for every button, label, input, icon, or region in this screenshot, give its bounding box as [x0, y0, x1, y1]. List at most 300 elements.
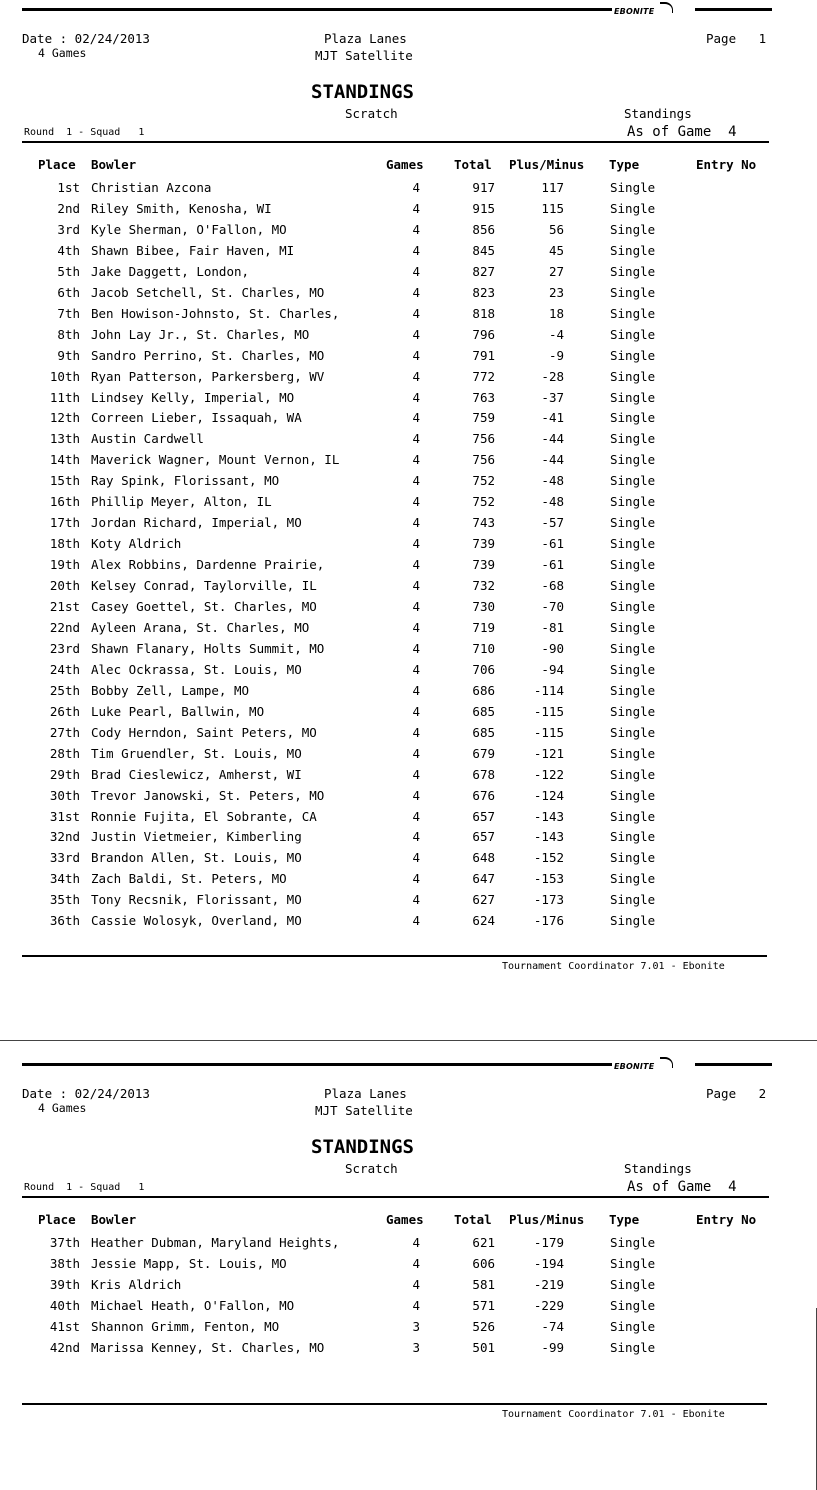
- place-cell: 31st: [49, 808, 80, 824]
- footer-divider: [22, 1403, 767, 1405]
- type-cell: Single: [610, 284, 656, 300]
- total-cell: 823: [472, 284, 495, 300]
- total-cell: 856: [472, 221, 495, 237]
- ebonite-logo: EBONITE: [614, 7, 655, 16]
- bowler-cell: Kyle Sherman, O'Fallon, MO: [91, 222, 287, 237]
- place-cell: 17th: [49, 515, 80, 531]
- plus-minus-cell: -48: [541, 494, 564, 510]
- place-cell: 39th: [49, 1276, 80, 1292]
- total-cell: 581: [472, 1276, 495, 1292]
- games-cell: 4: [412, 745, 420, 761]
- col-games: Games: [386, 1212, 424, 1227]
- total-cell: 647: [472, 871, 495, 887]
- total-cell: 743: [472, 515, 495, 531]
- games-cell: 4: [412, 829, 420, 845]
- games-cell: 3: [412, 1339, 420, 1355]
- games-cell: 4: [412, 1255, 420, 1271]
- games-cell: 4: [412, 557, 420, 573]
- plus-minus-cell: -70: [541, 599, 564, 614]
- table-row: [0, 600, 817, 621]
- plus-minus-cell: -122: [533, 766, 564, 782]
- place-cell: 14th: [49, 452, 80, 468]
- plus-minus-cell: -176: [533, 913, 564, 929]
- games-cell: 4: [412, 242, 420, 258]
- bowler-cell: Heather Dubman, Maryland Heights,: [91, 1236, 340, 1250]
- bowler-cell: Ronnie Fujita, El Sobrante, CA: [91, 809, 317, 824]
- report-date: Date : 02/24/2013: [22, 1086, 150, 1101]
- plus-minus-cell: -179: [533, 1235, 564, 1250]
- plus-minus-cell: -94: [541, 661, 564, 677]
- center-name: Plaza Lanes: [324, 31, 407, 46]
- plus-minus-cell: -115: [533, 703, 564, 719]
- type-cell: Single: [610, 808, 656, 824]
- bowler-cell: Shannon Grimm, Fenton, MO: [91, 1319, 280, 1334]
- table-row: [0, 244, 817, 265]
- games-cell: 4: [412, 850, 420, 866]
- header-divider: [22, 1196, 769, 1198]
- place-cell: 2nd: [57, 200, 80, 216]
- plus-minus-cell: -37: [541, 389, 564, 405]
- place-cell: 35th: [49, 892, 80, 908]
- games-cell: 4: [412, 536, 420, 552]
- table-row: [0, 558, 817, 579]
- plus-minus-cell: 115: [541, 200, 564, 216]
- place-cell: 25th: [49, 682, 80, 698]
- total-cell: 627: [472, 892, 495, 908]
- games-cell: 4: [412, 494, 420, 510]
- plus-minus-cell: -61: [541, 536, 564, 552]
- table-row: [0, 223, 817, 244]
- col-entry-no: Entry No: [696, 1212, 757, 1227]
- place-cell: 18th: [49, 536, 80, 552]
- plus-minus-cell: -41: [541, 410, 564, 426]
- plus-minus-cell: -74: [541, 1318, 564, 1334]
- type-cell: Single: [610, 557, 656, 573]
- place-cell: 37th: [49, 1235, 80, 1250]
- total-cell: 818: [472, 305, 495, 321]
- round-squad: Round 1 - Squad 1: [24, 1182, 145, 1193]
- games-cell: 4: [412, 724, 420, 740]
- place-cell: 23rd: [49, 640, 80, 656]
- total-cell: 606: [472, 1255, 495, 1271]
- total-cell: 624: [472, 913, 495, 929]
- games-cell: 4: [412, 871, 420, 887]
- place-cell: 7th: [57, 305, 80, 321]
- bowler-cell: Jessie Mapp, St. Louis, MO: [91, 1256, 287, 1271]
- place-cell: 4th: [57, 242, 80, 258]
- type-cell: Single: [610, 431, 656, 447]
- type-cell: Single: [610, 221, 656, 237]
- bowler-cell: Christian Azcona: [91, 181, 212, 195]
- games-cell: 4: [412, 389, 420, 405]
- table-row: [0, 642, 817, 663]
- games-cell: 4: [412, 1276, 420, 1292]
- games-cell: 4: [412, 305, 420, 321]
- type-cell: Single: [610, 494, 656, 510]
- place-cell: 28th: [49, 745, 80, 761]
- bowler-cell: Cody Herndon, Saint Peters, MO: [91, 725, 317, 740]
- type-cell: Single: [610, 368, 656, 384]
- type-cell: Single: [610, 724, 656, 740]
- type-cell: Single: [610, 829, 656, 845]
- type-cell: Single: [610, 389, 656, 405]
- place-cell: 21st: [49, 599, 80, 614]
- games-cell: 4: [412, 180, 420, 195]
- total-cell: 621: [472, 1235, 495, 1250]
- bowler-cell: Justin Vietmeier, Kimberling: [91, 830, 302, 845]
- bowler-cell: Ayleen Arana, St. Charles, MO: [91, 620, 310, 635]
- type-cell: Single: [610, 1255, 656, 1271]
- bowler-cell: Sandro Perrino, St. Charles, MO: [91, 348, 325, 363]
- type-cell: Single: [610, 180, 656, 195]
- games-cell: 4: [412, 263, 420, 279]
- bowler-cell: Jacob Setchell, St. Charles, MO: [91, 285, 325, 300]
- games-cell: 4: [412, 661, 420, 677]
- total-cell: 739: [472, 557, 495, 573]
- type-cell: Single: [610, 871, 656, 887]
- type-cell: Single: [610, 410, 656, 426]
- table-row: [0, 1320, 817, 1341]
- place-cell: 15th: [49, 473, 80, 489]
- table-row: [0, 726, 817, 747]
- type-cell: Single: [610, 326, 656, 342]
- col-type: Type: [609, 1212, 640, 1227]
- plus-minus-cell: -57: [541, 515, 564, 531]
- total-cell: 732: [472, 578, 495, 594]
- place-cell: 6th: [57, 284, 80, 300]
- games-cell: 4: [412, 808, 420, 824]
- table-row: [0, 411, 817, 432]
- place-cell: 40th: [49, 1297, 80, 1313]
- bowler-cell: Trevor Janowski, St. Peters, MO: [91, 788, 325, 803]
- table-row: [0, 349, 817, 370]
- col-bowler: Bowler: [91, 157, 137, 172]
- place-cell: 29th: [49, 766, 80, 782]
- col-bowler: Bowler: [91, 1212, 137, 1227]
- table-row: [0, 516, 817, 537]
- table-row: [0, 181, 817, 202]
- type-cell: Single: [610, 892, 656, 908]
- games-cell: 3: [412, 1318, 420, 1334]
- games-cell: 4: [412, 221, 420, 237]
- bowler-cell: Ryan Patterson, Parkersberg, WV: [91, 369, 325, 384]
- plus-minus-cell: -194: [533, 1255, 564, 1271]
- total-cell: 526: [472, 1318, 495, 1334]
- col-total: Total: [454, 157, 492, 172]
- plus-minus-cell: -153: [533, 871, 564, 887]
- games-cell: 4: [412, 410, 420, 426]
- total-cell: 796: [472, 326, 495, 342]
- report-title: STANDINGS: [311, 1136, 414, 1158]
- games-cell: 4: [412, 682, 420, 698]
- page-number: Page 1: [706, 31, 767, 46]
- table-row: [0, 914, 817, 935]
- games-cell: 4: [412, 766, 420, 782]
- table-row: [0, 789, 817, 810]
- type-cell: Single: [610, 766, 656, 782]
- footer-credit: Tournament Coordinator 7.01 - Ebonite: [502, 1409, 725, 1420]
- footer-divider: [22, 955, 767, 957]
- total-cell: 915: [472, 200, 495, 216]
- table-row: [0, 851, 817, 872]
- type-cell: Single: [610, 1276, 656, 1292]
- logo-swoosh-icon: [660, 1057, 673, 1068]
- bowler-cell: Alec Ockrassa, St. Louis, MO: [91, 662, 302, 677]
- bowler-cell: Ray Spink, Florissant, MO: [91, 474, 280, 489]
- plus-minus-cell: -48: [541, 473, 564, 489]
- games-count: 4 Games: [38, 1101, 87, 1115]
- bowler-cell: Cassie Wolosyk, Overland, MO: [91, 914, 302, 929]
- plus-minus-cell: 27: [548, 263, 564, 279]
- type-cell: Single: [610, 1339, 656, 1355]
- table-row: [0, 684, 817, 705]
- bowler-cell: Zach Baldi, St. Peters, MO: [91, 872, 287, 887]
- games-count: 4 Games: [38, 46, 87, 60]
- place-cell: 8th: [57, 326, 80, 342]
- table-row: [0, 621, 817, 642]
- place-cell: 19th: [49, 557, 80, 573]
- games-cell: 4: [412, 284, 420, 300]
- games-cell: 4: [412, 892, 420, 908]
- place-cell: 32nd: [49, 829, 80, 845]
- plus-minus-cell: -219: [533, 1276, 564, 1292]
- plus-minus-cell: 23: [548, 284, 564, 300]
- table-row: [0, 1299, 817, 1320]
- total-cell: 827: [472, 263, 495, 279]
- type-cell: Single: [610, 473, 656, 489]
- table-row: [0, 474, 817, 495]
- total-cell: 719: [472, 619, 495, 635]
- col-type: Type: [609, 157, 640, 172]
- plus-minus-cell: -9: [548, 347, 564, 363]
- plus-minus-cell: 56: [548, 221, 564, 237]
- bowler-cell: Bobby Zell, Lampe, MO: [91, 683, 250, 698]
- round-squad: Round 1 - Squad 1: [24, 127, 145, 138]
- plus-minus-cell: -143: [533, 829, 564, 845]
- total-cell: 763: [472, 389, 495, 405]
- bowler-cell: Casey Goettel, St. Charles, MO: [91, 600, 317, 614]
- total-cell: 706: [472, 661, 495, 677]
- place-cell: 5th: [57, 263, 80, 279]
- col-place: Place: [38, 1212, 76, 1227]
- plus-minus-cell: -90: [541, 640, 564, 656]
- ebonite-logo: EBONITE: [614, 1062, 655, 1071]
- column-header-row: [0, 158, 817, 179]
- place-cell: 24th: [49, 661, 80, 677]
- total-cell: 678: [472, 766, 495, 782]
- type-cell: Single: [610, 263, 656, 279]
- plus-minus-cell: -61: [541, 557, 564, 573]
- page-separator: [0, 1040, 817, 1041]
- bowler-cell: Koty Aldrich: [91, 537, 182, 552]
- type-cell: Single: [610, 1318, 656, 1334]
- type-cell: Single: [610, 619, 656, 635]
- plus-minus-cell: -81: [541, 619, 564, 635]
- place-cell: 30th: [49, 787, 80, 803]
- bowler-cell: Riley Smith, Kenosha, WI: [91, 201, 272, 216]
- total-cell: 648: [472, 850, 495, 866]
- type-cell: Single: [610, 1297, 656, 1313]
- type-cell: Single: [610, 578, 656, 594]
- type-cell: Single: [610, 305, 656, 321]
- bowler-cell: John Lay Jr., St. Charles, MO: [91, 327, 310, 342]
- total-cell: 679: [472, 745, 495, 761]
- total-cell: 752: [472, 494, 495, 510]
- bowler-cell: Jordan Richard, Imperial, MO: [91, 516, 302, 531]
- total-cell: 686: [472, 682, 495, 698]
- col-entry-no: Entry No: [696, 157, 757, 172]
- type-cell: Single: [610, 913, 656, 929]
- plus-minus-cell: -44: [541, 431, 564, 447]
- bowler-cell: Lindsey Kelly, Imperial, MO: [91, 390, 295, 405]
- table-row: [0, 391, 817, 412]
- type-cell: Single: [610, 850, 656, 866]
- games-cell: 4: [412, 347, 420, 363]
- total-cell: 752: [472, 473, 495, 489]
- type-cell: Single: [610, 661, 656, 677]
- bowler-cell: Tim Gruendler, St. Louis, MO: [91, 746, 302, 761]
- place-cell: 10th: [49, 368, 80, 384]
- plus-minus-cell: -68: [541, 578, 564, 594]
- table-row: [0, 663, 817, 684]
- col-games: Games: [386, 157, 424, 172]
- bowler-cell: Kelsey Conrad, Taylorville, IL: [91, 579, 317, 594]
- type-cell: Single: [610, 452, 656, 468]
- plus-minus-cell: -115: [533, 724, 564, 740]
- standings-label: Standings: [624, 1161, 692, 1176]
- plus-minus-cell: -124: [533, 787, 564, 803]
- place-cell: 20th: [49, 578, 80, 594]
- games-cell: 4: [412, 913, 420, 929]
- total-cell: 772: [472, 368, 495, 384]
- place-cell: 22nd: [49, 619, 80, 635]
- column-header-row: [0, 1213, 817, 1234]
- report-page-2: [0, 1055, 817, 1490]
- col-plus-minus: Plus/Minus: [509, 1212, 585, 1227]
- place-cell: 26th: [49, 703, 80, 719]
- place-cell: 1st: [57, 180, 80, 195]
- footer-credit: Tournament Coordinator 7.01 - Ebonite: [502, 961, 725, 972]
- total-cell: 759: [472, 410, 495, 426]
- table-row: [0, 537, 817, 558]
- bowler-cell: Alex Robbins, Dardenne Prairie,: [91, 558, 325, 573]
- as-of-game: As of Game 4: [627, 124, 737, 140]
- place-cell: 41st: [49, 1318, 80, 1334]
- type-cell: Single: [610, 703, 656, 719]
- place-cell: 38th: [49, 1255, 80, 1271]
- table-row: [0, 579, 817, 600]
- place-cell: 9th: [57, 347, 80, 363]
- report-title: STANDINGS: [311, 81, 414, 103]
- place-cell: 3rd: [57, 221, 80, 237]
- center-name: Plaza Lanes: [324, 1086, 407, 1101]
- plus-minus-cell: -143: [533, 808, 564, 824]
- type-cell: Single: [610, 787, 656, 803]
- plus-minus-cell: 18: [548, 305, 564, 321]
- col-total: Total: [454, 1212, 492, 1227]
- plus-minus-cell: -44: [541, 452, 564, 468]
- bowler-cell: Brad Cieslewicz, Amherst, WI: [91, 767, 302, 782]
- table-row: [0, 872, 817, 893]
- type-cell: Single: [610, 599, 656, 614]
- plus-minus-cell: -229: [533, 1297, 564, 1313]
- standings-label: Standings: [624, 106, 692, 121]
- table-row: [0, 705, 817, 726]
- total-cell: 710: [472, 640, 495, 656]
- type-cell: Single: [610, 1235, 656, 1250]
- total-cell: 657: [472, 829, 495, 845]
- place-cell: 12th: [49, 410, 80, 426]
- table-row: [0, 307, 817, 328]
- plus-minus-cell: -121: [533, 745, 564, 761]
- plus-minus-cell: 117: [541, 180, 564, 195]
- bowler-cell: Phillip Meyer, Alton, IL: [91, 495, 272, 510]
- header-divider: [22, 141, 769, 143]
- bowler-cell: Austin Cardwell: [91, 432, 204, 447]
- place-cell: 11th: [49, 389, 80, 405]
- total-cell: 845: [472, 242, 495, 258]
- table-row: [0, 328, 817, 349]
- table-row: [0, 432, 817, 453]
- place-cell: 36th: [49, 913, 80, 929]
- table-row: [0, 893, 817, 914]
- bowler-cell: Kris Aldrich: [91, 1277, 182, 1292]
- plus-minus-cell: -28: [541, 368, 564, 384]
- games-cell: 4: [412, 452, 420, 468]
- report-date: Date : 02/24/2013: [22, 31, 150, 46]
- table-row: [0, 1236, 817, 1257]
- plus-minus-cell: -173: [533, 892, 564, 908]
- type-cell: Single: [610, 347, 656, 363]
- logo-swoosh-icon: [660, 2, 673, 13]
- table-row: [0, 265, 817, 286]
- bowler-cell: Marissa Kenney, St. Charles, MO: [91, 1340, 325, 1355]
- place-cell: 13th: [49, 431, 80, 447]
- table-row: [0, 370, 817, 391]
- total-cell: 756: [472, 431, 495, 447]
- total-cell: 676: [472, 787, 495, 803]
- table-row: [0, 1257, 817, 1278]
- games-cell: 4: [412, 1235, 420, 1250]
- bowler-cell: Correen Lieber, Issaquah, WA: [91, 411, 302, 426]
- page-number: Page 2: [706, 1086, 767, 1101]
- games-cell: 4: [412, 515, 420, 531]
- place-cell: 33rd: [49, 850, 80, 866]
- table-row: [0, 286, 817, 307]
- bowler-cell: Ben Howison-Johnsto, St. Charles,: [91, 306, 340, 321]
- games-cell: 4: [412, 599, 420, 614]
- plus-minus-cell: -4: [548, 326, 564, 342]
- games-cell: 4: [412, 787, 420, 803]
- place-cell: 42nd: [49, 1339, 80, 1355]
- total-cell: 501: [472, 1339, 495, 1355]
- plus-minus-cell: -99: [541, 1339, 564, 1355]
- type-cell: Single: [610, 745, 656, 761]
- type-cell: Single: [610, 242, 656, 258]
- games-cell: 4: [412, 619, 420, 635]
- type-cell: Single: [610, 200, 656, 216]
- games-cell: 4: [412, 326, 420, 342]
- col-plus-minus: Plus/Minus: [509, 157, 585, 172]
- games-cell: 4: [412, 473, 420, 489]
- total-cell: 657: [472, 808, 495, 824]
- games-cell: 4: [412, 431, 420, 447]
- bowler-cell: Michael Heath, O'Fallon, MO: [91, 1298, 295, 1313]
- plus-minus-cell: -114: [533, 682, 564, 698]
- bowler-cell: Tony Recsnik, Florissant, MO: [91, 893, 302, 908]
- table-row: [0, 810, 817, 831]
- bowler-cell: Jake Daggett, London,: [91, 264, 250, 279]
